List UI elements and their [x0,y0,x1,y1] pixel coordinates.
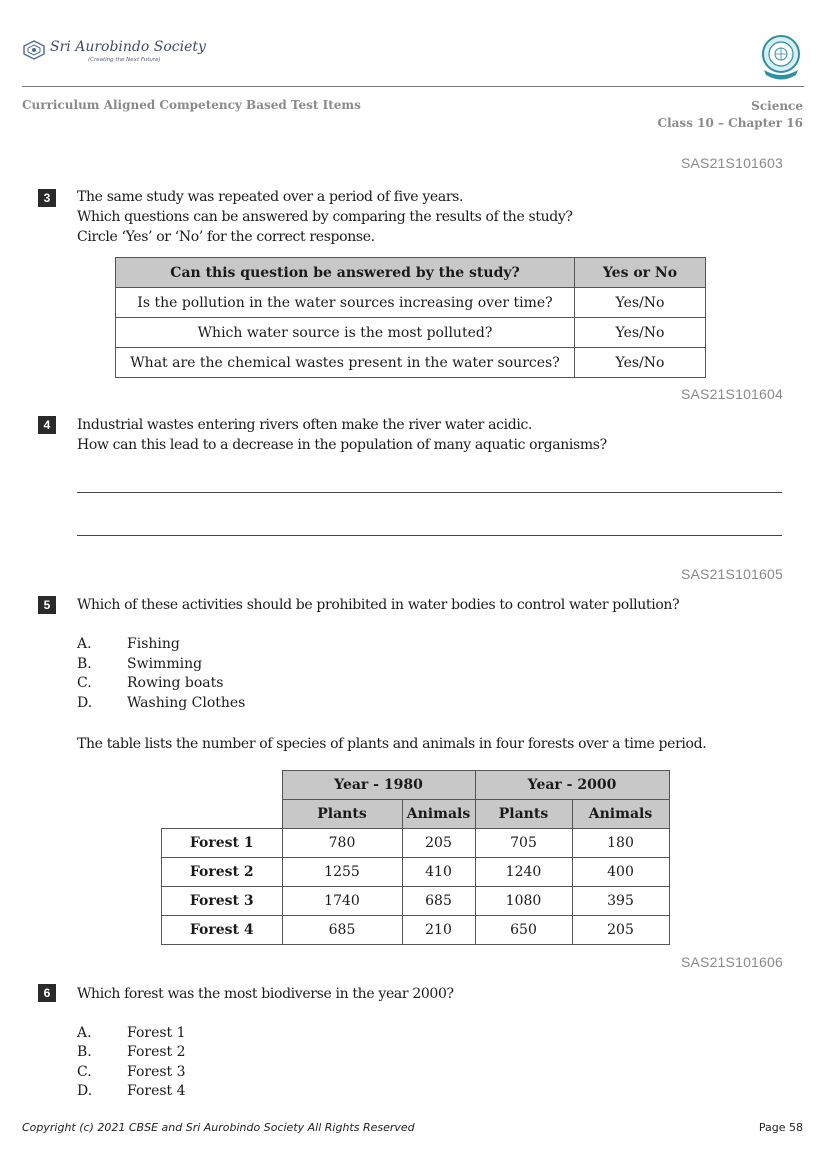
option-swimming[interactable]: Swimming [127,656,203,672]
table-cell: Is the pollution in the water sources increasing over time? [116,288,575,318]
table-row [162,916,670,945]
header-class-chapter: Class 10 – Chapter 16 [657,116,803,130]
table-subheader-row [162,800,670,829]
table-corner [162,800,283,829]
table-cell: 705 [475,829,572,858]
year-header: Year - 2000 [475,771,669,800]
item-code: SAS21S101606 [680,954,783,970]
question-line: Industrial wastes entering rivers often make the river water acidic. [77,417,533,433]
yes-no-cell[interactable]: Yes/No [575,288,706,318]
question-6-text: Which forest was the most biodiverse in the year 2000? [77,986,454,1002]
header-subject-block [658,98,803,132]
question-line: Circle ‘Yes’ or ‘No’ for the correct response. [77,229,375,245]
page-number: Page 58 [758,1121,803,1134]
table-cell: 180 [572,829,669,858]
table-cell: 1740 [282,887,402,916]
copyright-text: Copyright (c) 2021 CBSE and Sri Aurobindo Society All Rights Reserved [22,1121,415,1134]
answer-line[interactable] [77,492,782,493]
question-number: 5 [38,596,56,614]
header-title: Curriculum Aligned Competency Based Test Items [22,98,361,112]
question-number: 6 [38,984,56,1002]
option-letter: A. [77,636,92,652]
logo-org-name: Sri Aurobindo Society [50,39,206,55]
option-letter: C. [77,675,92,691]
item-code: SAS21S101603 [680,155,783,171]
forest-name: Forest 1 [162,829,283,858]
header-subject: Science [751,99,803,113]
option-forest-1[interactable]: Forest 1 [127,1025,186,1041]
forest-species-table [161,770,670,945]
option-forest-3[interactable]: Forest 3 [127,1064,186,1080]
table-row [162,887,670,916]
table-cell: 395 [572,887,669,916]
table-cell: 1240 [475,858,572,887]
option-forest-2[interactable]: Forest 2 [127,1044,186,1060]
table-cell: 650 [475,916,572,945]
header-divider [22,86,804,87]
table-row [162,829,670,858]
table-header-row [162,771,670,800]
table-corner [162,771,283,800]
question-line: How can this lead to a decrease in the population of many aquatic organisms? [77,437,607,453]
option-letter: A. [77,1025,92,1041]
question-3-text [77,187,573,247]
forest-name: Forest 3 [162,887,283,916]
cbse-seal-logo [758,34,804,82]
option-letter: D. [77,695,93,711]
year-header: Year - 1980 [282,771,475,800]
table-row [116,348,706,378]
answer-line[interactable] [77,535,782,536]
table-cell: What are the chemical wastes present in the water sources? [116,348,575,378]
option-letter: B. [77,656,92,672]
option-letter: B. [77,1044,92,1060]
table-row [116,318,706,348]
logo-tagline: (Creating the Next Future) [88,57,161,63]
table-row [162,858,670,887]
table-cell: 1080 [475,887,572,916]
option-washing-clothes[interactable]: Washing Clothes [127,695,246,711]
table-header-cell: Can this question be answered by the study? [116,258,575,288]
study-questions-table [115,257,706,378]
subheader-cell: Plants [475,800,572,829]
sri-aurobindo-society-logo [22,38,206,68]
item-code: SAS21S101605 [680,566,783,582]
yes-no-cell[interactable]: Yes/No [575,348,706,378]
option-rowing-boats[interactable]: Rowing boats [127,675,224,691]
table-cell: 685 [282,916,402,945]
table-header-row [116,258,706,288]
yes-no-cell[interactable]: Yes/No [575,318,706,348]
cbse-seal-icon [758,34,804,82]
society-emblem-icon [22,40,46,60]
table-header-cell: Yes or No [575,258,706,288]
item-code: SAS21S101604 [680,386,783,402]
table-cell: 780 [282,829,402,858]
table-cell: 400 [572,858,669,887]
table-cell: Which water source is the most polluted? [116,318,575,348]
table-cell: 210 [402,916,475,945]
option-letter: D. [77,1083,93,1099]
table-cell: 205 [572,916,669,945]
forest-name: Forest 4 [162,916,283,945]
option-forest-4[interactable]: Forest 4 [127,1083,186,1099]
subheader-cell: Animals [402,800,475,829]
table-cell: 410 [402,858,475,887]
question-4-text [77,415,607,455]
table-cell: 685 [402,887,475,916]
table-row [116,288,706,318]
question-line: The same study was repeated over a period of five years. [77,189,464,205]
question-number: 4 [38,416,56,434]
option-letter: C. [77,1064,92,1080]
subheader-cell: Plants [282,800,402,829]
question-number: 3 [38,189,56,207]
subheader-cell: Animals [572,800,669,829]
forest-name: Forest 2 [162,858,283,887]
table-cell: 1255 [282,858,402,887]
question-line: Which questions can be answered by comparing the results of the study? [77,209,573,225]
option-fishing[interactable]: Fishing [127,636,180,652]
table-cell: 205 [402,829,475,858]
forest-table-intro: The table lists the number of species of plants and animals in four forests over a time period. [77,736,707,752]
question-5-text: Which of these activities should be prohibited in water bodies to control water pollution? [77,597,680,613]
